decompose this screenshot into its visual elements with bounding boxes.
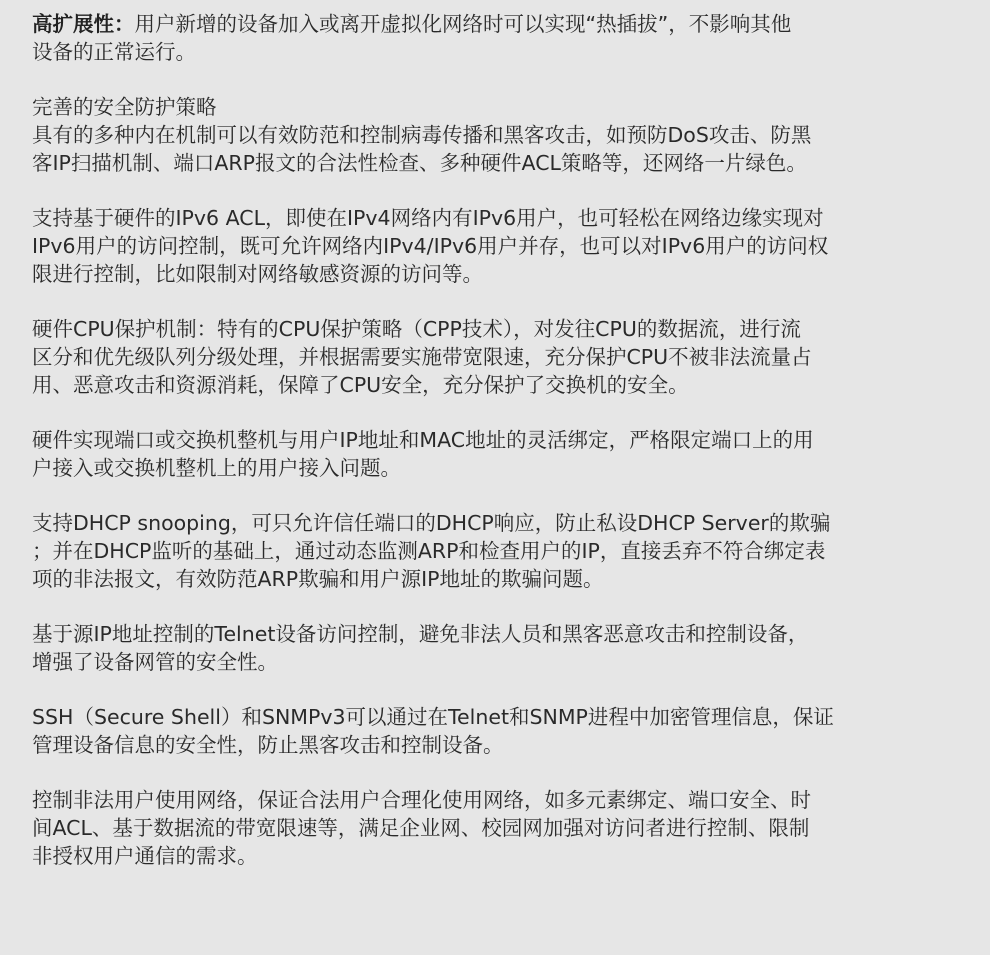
paragraph-line [32, 10, 958, 38]
paragraph-line: 基于源IP地址控制的Telnet设备访问控制，避免非法人员和黑客恶意攻击和控制设备， [32, 622, 809, 646]
paragraph-line: 户接入或交换机整机上的用户接入问题。 [32, 456, 401, 480]
paragraph-security-policy [32, 93, 958, 177]
paragraph-telnet-control [32, 620, 958, 676]
paragraph-line: IPv6用户的访问控制，既可允许网络内IPv4/IPv6用户并存，也可以对IPv6用户的访问权 [32, 234, 829, 258]
paragraph-line: 区分和优先级队列分级处理，并根据需要实施带宽限速，充分保护CPU不被非法流量占 [32, 345, 812, 369]
paragraph-access-control [32, 786, 958, 870]
paragraph-line: 管理设备信息的安全性，防止黑客攻击和控制设备。 [32, 733, 504, 757]
paragraph-line: 支持基于硬件的IPv6 ACL，即使在IPv4网络内有IPv6用户，也可轻松在网络边缘实现对 [32, 206, 824, 230]
paragraph-line: 硬件CPU保护机制：特有的CPU保护策略（CPP技术），对发往CPU的数据流，进行流 [32, 317, 801, 341]
paragraph-line: 设备的正常运行。 [32, 40, 196, 64]
paragraph-line: ；并在DHCP监听的基础上，通过动态监测ARP和检查用户的IP，直接丢弃不符合绑定表 [32, 539, 826, 563]
paragraph-line: 客IP扫描机制、端口ARP报文的合法性检查、多种硬件ACL策略等，还网络一片绿色。 [32, 151, 807, 175]
paragraph-ssh-snmpv3 [32, 703, 958, 759]
paragraph-line: 具有的多种内在机制可以有效防范和控制病毒传播和黑客攻击，如预防DoS攻击、防黑 [32, 123, 812, 147]
paragraph-line: SSH（Secure Shell）和SNMPv3可以通过在Telnet和SNMP进程中加密管理信息，保证 [32, 705, 834, 729]
paragraph-port-binding [32, 426, 958, 482]
paragraph-line-text: 用户新增的设备加入或离开虚拟化网络时可以实现“热插拔”，不影响其他 [134, 12, 792, 36]
paragraph-lead-heading: 高扩展性： [32, 12, 135, 36]
paragraph-line: 用、恶意攻击和资源消耗，保障了CPU安全，充分保护了交换机的安全。 [32, 373, 689, 397]
paragraph-line: 项的非法报文，有效防范ARP欺骗和用户源IP地址的欺骗问题。 [32, 567, 604, 591]
paragraph-line: 限进行控制，比如限制对网络敏感资源的访问等。 [32, 262, 483, 286]
paragraph-line: 硬件实现端口或交换机整机与用户IP地址和MAC地址的灵活绑定，严格限定端口上的用 [32, 428, 814, 452]
paragraph-line: 支持DHCP snooping，可只允许信任端口的DHCP响应，防止私设DHCP Server的欺骗 [32, 511, 831, 535]
paragraph-line: 间ACL、基于数据流的带宽限速等，满足企业网、校园网加强对访问者进行控制、限制 [32, 816, 810, 840]
paragraph-ipv6-acl [32, 204, 958, 288]
paragraph-line: 非授权用户通信的需求。 [32, 844, 258, 868]
paragraph-cpu-protection [32, 315, 958, 399]
paragraph-line: 增强了设备网管的安全性。 [32, 650, 278, 674]
section-heading: 完善的安全防护策略 [32, 95, 217, 119]
paragraph-high-scalability [32, 10, 958, 66]
paragraph-line: 控制非法用户使用网络，保证合法用户合理化使用网络，如多元素绑定、端口安全、时 [32, 788, 811, 812]
paragraph-dhcp-snooping [32, 509, 958, 593]
